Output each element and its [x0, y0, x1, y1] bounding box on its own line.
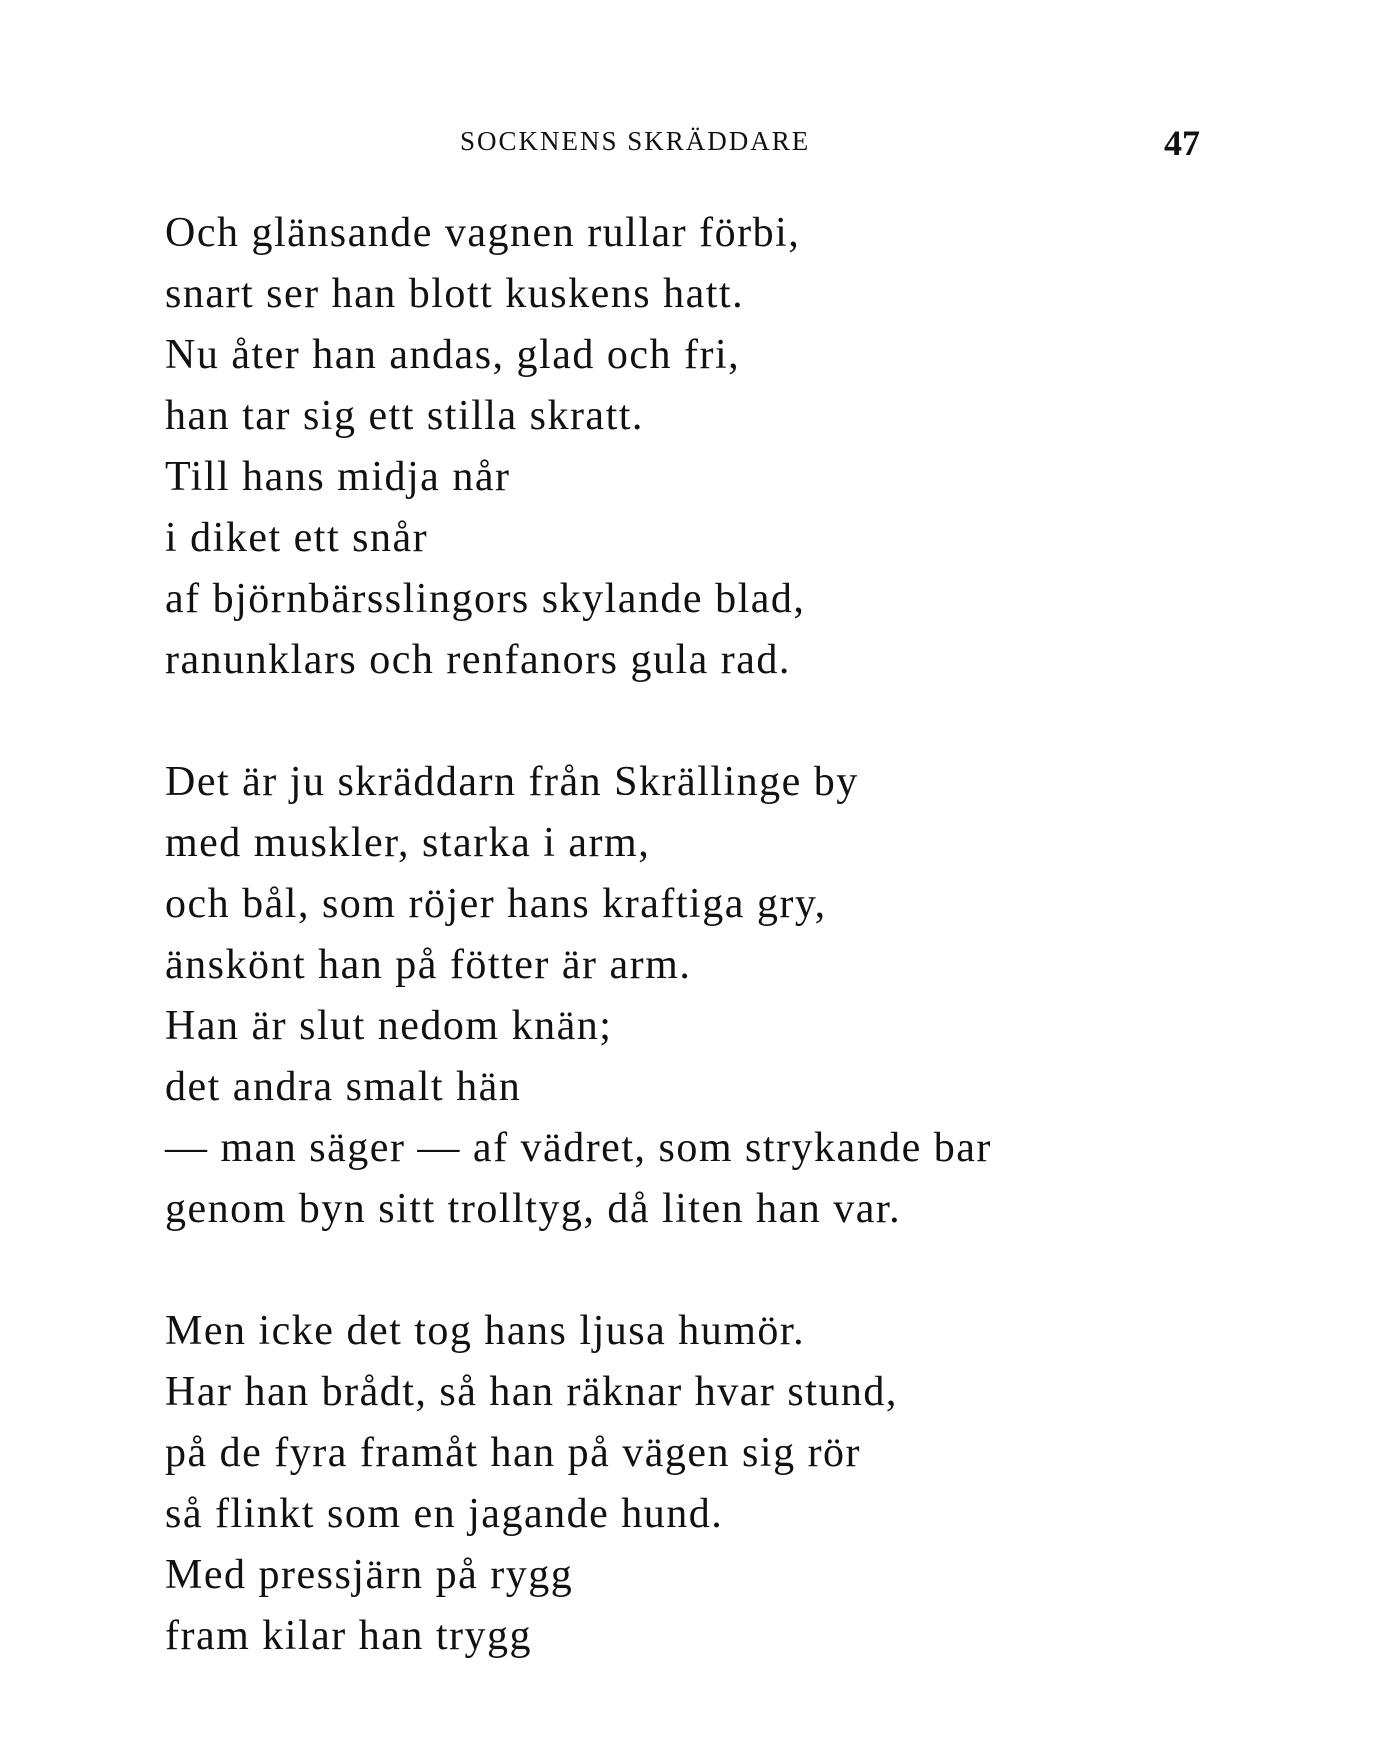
poem-line: Har han brådt, så han räknar hvar stund,: [165, 1369, 898, 1415]
poem-line: och bål, som röjer hans kraftiga gry,: [165, 881, 827, 927]
stanza-2: [165, 752, 1245, 1240]
poem-line: fram kilar han trygg: [165, 1613, 533, 1659]
poem: [165, 203, 1245, 1667]
poem-line: Nu åter han andas, glad och fri,: [165, 332, 741, 378]
poem-line: Han är slut nedom knän;: [165, 1003, 613, 1049]
poem-line: Men icke det tog hans ljusa humör.: [165, 1308, 806, 1354]
poem-line: så flinkt som en jagande hund.: [165, 1491, 724, 1537]
poem-line: Med pressjärn på rygg: [165, 1552, 574, 1598]
poem-line: Och glänsande vagnen rullar förbi,: [165, 210, 801, 256]
poem-line: af björnbärsslingors skylande blad,: [165, 576, 806, 622]
poem-line: snart ser han blott kuskens hatt.: [165, 271, 745, 317]
poem-line: ranunklars och renfanors gula rad.: [165, 637, 791, 683]
poem-line: Till hans midja når: [165, 454, 511, 500]
poem-line: genom byn sitt trolltyg, då liten han var.: [165, 1186, 902, 1232]
poem-line: Det är ju skräddarn från Skrällinge by: [165, 759, 859, 805]
poem-line: på de fyra framåt han på vägen sig rör: [165, 1430, 862, 1476]
poem-line: det andra smalt hän: [165, 1064, 522, 1110]
running-head: [160, 123, 1200, 166]
poem-line: — man säger — af vädret, som strykande bar: [165, 1125, 992, 1171]
page-number: 47: [1164, 123, 1200, 163]
poem-line: med muskler, starka i arm,: [165, 820, 651, 866]
running-title: SOCKNENS SKRÄDDARE: [460, 126, 811, 156]
poem-line: han tar sig ett stilla skratt.: [165, 393, 644, 439]
poem-line: änskönt han på fötter är arm.: [165, 942, 692, 988]
stanza-1: [165, 203, 1245, 691]
stanza-3: [165, 1301, 1245, 1667]
poem-line: i diket ett snår: [165, 515, 429, 561]
